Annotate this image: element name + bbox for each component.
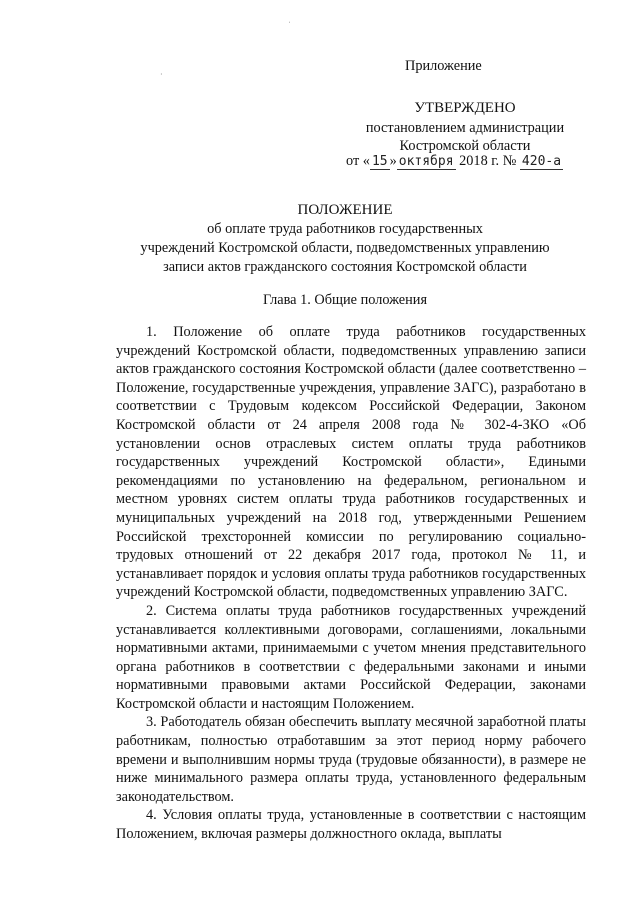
- document-subtitle-line: записи актов гражданского состояния Костромской области: [163, 259, 527, 275]
- date-month: октября: [398, 154, 454, 169]
- paragraph: 2. Система оплаты труда работников государственных учреждений устанавливается коллективными договорами, соглашениями, локальными нормативными актами, принимаемыми с учетом мнения представительного органа работников в соответствии с федеральными законами и иными нормативными правовыми актами Российской Федерации, законами Костромской области и настоящим Положением.: [116, 602, 586, 712]
- approval-decree: постановлением администрации: [365, 120, 565, 136]
- approval-date-line: [346, 153, 563, 170]
- date-prefix: от «: [346, 153, 370, 169]
- document-body: [116, 323, 586, 844]
- document-subtitle-line: учреждений Костромской области, подведомственных управлению: [140, 240, 550, 256]
- paragraph: 3. Работодатель обязан обеспечить выплату месячной заработной платы работникам, полностью отработавшим за этот период норму рабочего времени и выполнившим нормы труда (трудовые обязанности), в размере не ниже минимального размера оплаты труда, установленного федеральным законодательством.: [116, 714, 586, 805]
- document-title: ПОЛОЖЕНИЕ: [297, 202, 393, 218]
- chapter-heading: Глава 1. Общие положения: [262, 292, 428, 308]
- scan-mark: ˌ: [288, 14, 291, 23]
- paragraph: 4. Условия оплаты труда, установленные в соответствии с настоящим Положением, включая размеры должностного оклада, выплаты: [116, 807, 586, 843]
- approval-region: Костромской области: [399, 138, 531, 154]
- date-mid: »: [389, 153, 397, 169]
- paragraph: 1. Положение об оплате труда работников государственных учреждений Костромской области, подведомственных управлению записи актов гражданского состояния Костромской области (далее соответственно – Положение, государственные учреждения, управление ЗАГС), разработано в соответствии с Трудовым кодексом Российской Федерации, Законом Костромской области от 24 апреля 2008 года № 302-4-ЗКО «Об установлении основ отраслевых систем оплаты труда работников государственных учреждений Костромской области», Едиными рекомендациями по установлению на федеральном, региональном и местном уровнях систем оплаты труда работников государственных и муниципальных учреждений на 2018 год, утвержденными Решением Российской трехсторонней комиссии по регулированию социально-трудовых отношений от 22 декабря 2017 года, протокол № 11, и устанавливает порядок и условия оплаты труда работников государственных учреждений Костромской области, подведомственных управлению ЗАГС.: [116, 324, 586, 601]
- approval-stamp: УТВЕРЖДЕНО: [414, 100, 516, 116]
- decree-number: 420-а: [521, 154, 562, 169]
- document-subtitle-line: об оплате труда работников государственных: [207, 221, 483, 237]
- date-day: 15: [371, 154, 388, 169]
- appendix-label: Приложение: [405, 58, 482, 74]
- date-year: 2018 г. №: [459, 153, 517, 169]
- scan-mark: ·: [160, 70, 163, 79]
